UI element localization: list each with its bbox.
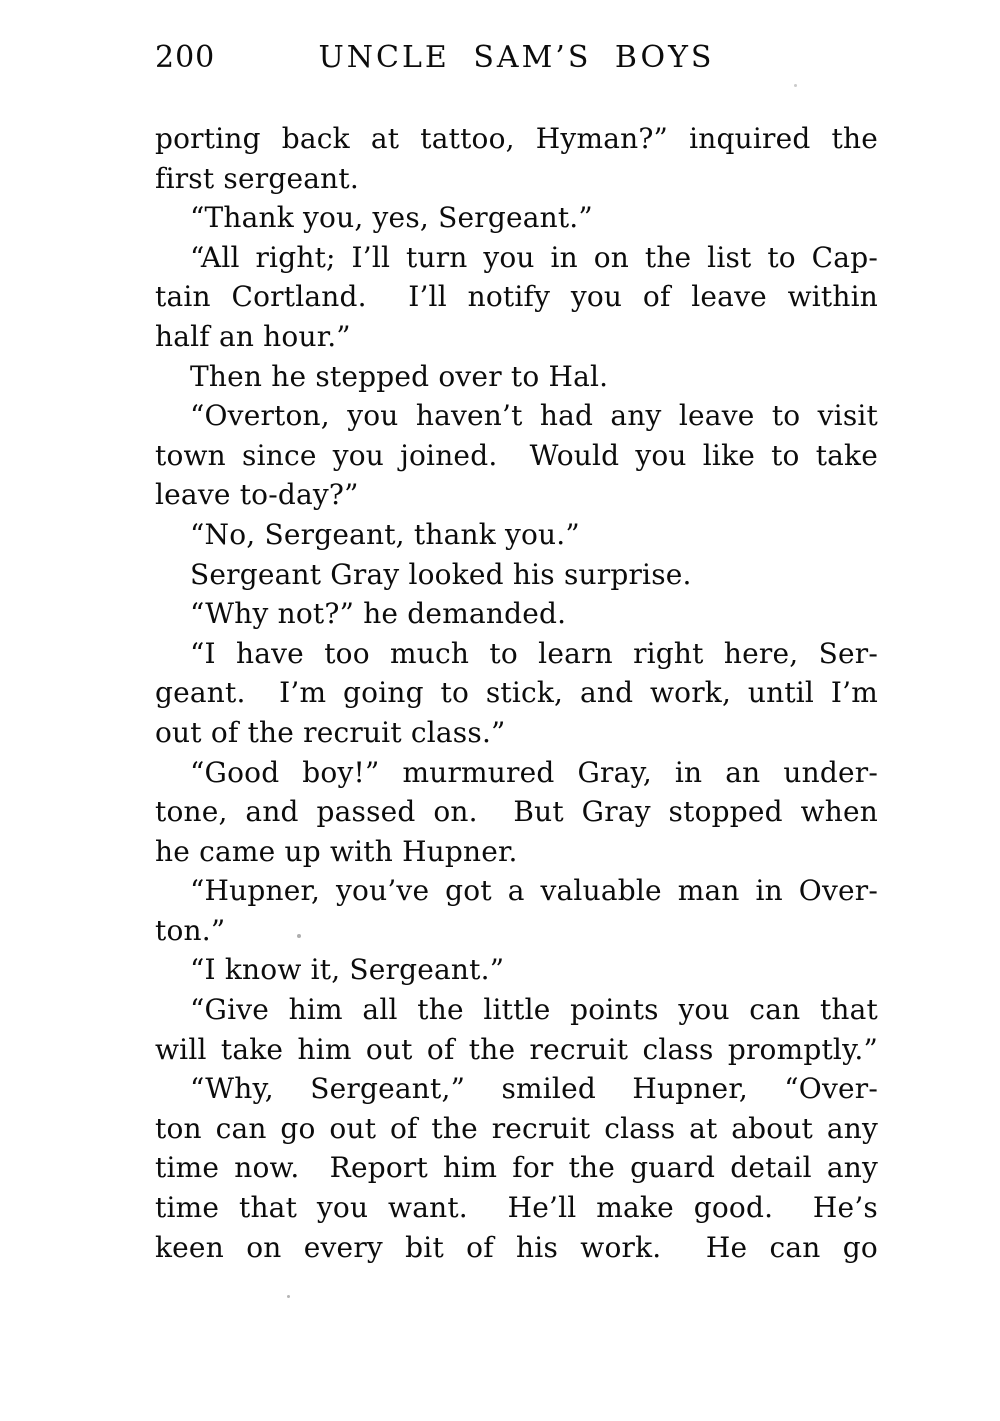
text-line: tain Cortland. I’ll notify you of leave within xyxy=(155,280,878,314)
text-line: ton can go out of the recruit class at about any xyxy=(155,1111,878,1145)
text-line: he came up with Hupner. xyxy=(155,834,518,868)
body-text xyxy=(155,119,878,1267)
text-line: keen on every bit of his work. He can go xyxy=(155,1230,878,1264)
text-line: Then he stepped over to Hal. xyxy=(190,359,609,393)
text-line: town since you joined. Would you like to take xyxy=(155,438,878,472)
page-header xyxy=(155,40,878,80)
page-number: 200 xyxy=(155,40,216,75)
text-line: “Overton, you haven’t had any leave to visit xyxy=(190,399,878,433)
text-line: “No, Sergeant, thank you.” xyxy=(190,517,580,551)
text-line: half an hour.” xyxy=(155,319,351,353)
text-line: “Good boy!” murmured Gray, in an under- xyxy=(190,755,878,789)
text-line: Sergeant Gray looked his surprise. xyxy=(190,557,692,591)
text-line: ton.” xyxy=(155,913,226,947)
text-line: porting back at tattoo, Hyman?” inquired the xyxy=(155,122,878,155)
text-line: geant. I’m going to stick, and work, until I’m xyxy=(155,676,878,710)
text-line: “Give him all the little points you can that xyxy=(190,993,878,1027)
text-line: first sergeant. xyxy=(155,161,359,195)
text-line: “I know it, Sergeant.” xyxy=(190,953,505,987)
text-line: will take him out of the recruit class promptly.” xyxy=(155,1032,878,1066)
body-lines xyxy=(155,119,878,1267)
scan-speck xyxy=(794,84,797,87)
text-line: leave to-day?” xyxy=(155,478,359,512)
text-line: “I have too much to learn right here, Ser- xyxy=(190,636,878,670)
scan-speck xyxy=(297,934,301,938)
running-title: UNCLE SAM’S BOYS xyxy=(318,40,715,75)
text-line: out of the recruit class.” xyxy=(155,715,506,749)
text-line: “Thank you, yes, Sergeant.” xyxy=(190,201,593,235)
text-line: “Why, Sergeant,” smiled Hupner, “Over- xyxy=(190,1072,878,1106)
text-line: time now. Report him for the guard detail any xyxy=(155,1151,878,1185)
scan-speck xyxy=(287,1295,290,1298)
text-line: “All right; I’ll turn you in on the list to Cap- xyxy=(190,240,878,274)
text-line: “Hupner, you’ve got a valuable man in Over- xyxy=(190,874,878,908)
text-line: “Why not?” he demanded. xyxy=(190,597,567,631)
text-line: time that you want. He’ll make good. He’s xyxy=(155,1191,878,1225)
text-line: tone, and passed on. But Gray stopped when xyxy=(155,795,878,829)
